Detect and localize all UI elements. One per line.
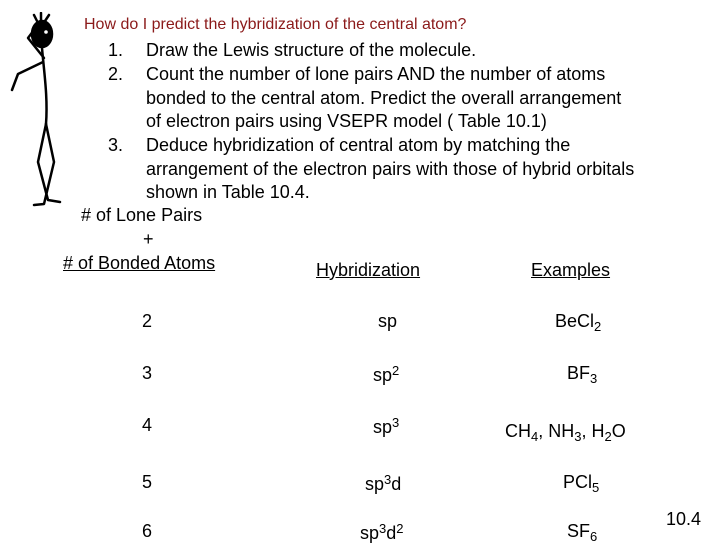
thinking-figure-icon [4, 12, 76, 222]
example-cell [567, 521, 597, 544]
example-cell [563, 472, 599, 495]
hybridization-cell [365, 472, 401, 495]
formula-part: PCl [563, 472, 593, 492]
formula-part: sp [373, 365, 393, 385]
formula-part: 3 [384, 472, 392, 487]
step-text: of electron pairs using VSEPR model ( Table 10.1) [146, 111, 547, 131]
header-bonded-atoms: # of Bonded Atoms [63, 253, 216, 273]
formula-part: 4 [531, 429, 539, 444]
step-text: bonded to the central atom. Predict the overall arrangement [146, 88, 622, 108]
pair-count: 3 [142, 363, 153, 383]
slide-reference: 10.4 [666, 509, 702, 529]
step-text: Deduce hybridization of central atom by matching the [146, 135, 571, 155]
formula-part: sp [365, 474, 385, 494]
step-text: shown in Table 10.4. [146, 182, 310, 202]
hybridization-cell [373, 415, 399, 438]
formula-part: BF [567, 363, 591, 383]
step-text: arrangement of the electron pairs with those of hybrid orbitals [146, 159, 635, 179]
question-heading: How do I predict the hybridization of the central atom? [84, 16, 467, 33]
hybridization-cell [378, 311, 397, 332]
header-plus: + [143, 229, 154, 249]
example-cell [505, 421, 626, 444]
formula-part: sp [373, 417, 393, 437]
formula-part: BeCl [555, 311, 595, 331]
formula-part: 2 [396, 521, 404, 536]
step-text: Draw the Lewis structure of the molecule. [146, 40, 477, 60]
step-number: 1. [108, 40, 124, 60]
formula-part: , NH [538, 421, 575, 441]
formula-part: 3 [392, 415, 400, 430]
formula-part: SF [567, 521, 591, 541]
header-lone-pairs: # of Lone Pairs [81, 205, 203, 225]
header-examples: Examples [531, 260, 611, 280]
formula-part: 6 [590, 529, 598, 544]
example-cell [567, 363, 597, 386]
formula-part: sp [360, 523, 380, 543]
pair-count: 6 [142, 521, 153, 541]
formula-part: 3 [590, 371, 598, 386]
formula-part: 2 [604, 429, 612, 444]
formula-part: sp [378, 311, 398, 331]
formula-part: O [611, 421, 626, 441]
formula-part: 2 [392, 363, 400, 378]
formula-part: 5 [592, 480, 600, 495]
pair-count: 2 [142, 311, 153, 331]
pair-count: 5 [142, 472, 153, 492]
header-hybridization: Hybridization [316, 260, 421, 280]
hybridization-cell [360, 521, 404, 544]
step-text: Count the number of lone pairs AND the number of atoms [146, 64, 606, 84]
formula-part: d [386, 523, 397, 543]
formula-part: , H [581, 421, 605, 441]
hybridization-cell [373, 363, 399, 386]
step-number: 3. [108, 135, 124, 155]
formula-part: CH [505, 421, 531, 441]
formula-part: 3 [574, 429, 582, 444]
formula-part: d [391, 474, 402, 494]
pair-count: 4 [142, 415, 153, 435]
example-cell [555, 311, 601, 334]
step-number: 2. [108, 64, 124, 84]
formula-part: 3 [379, 521, 387, 536]
formula-part: 2 [594, 319, 602, 334]
